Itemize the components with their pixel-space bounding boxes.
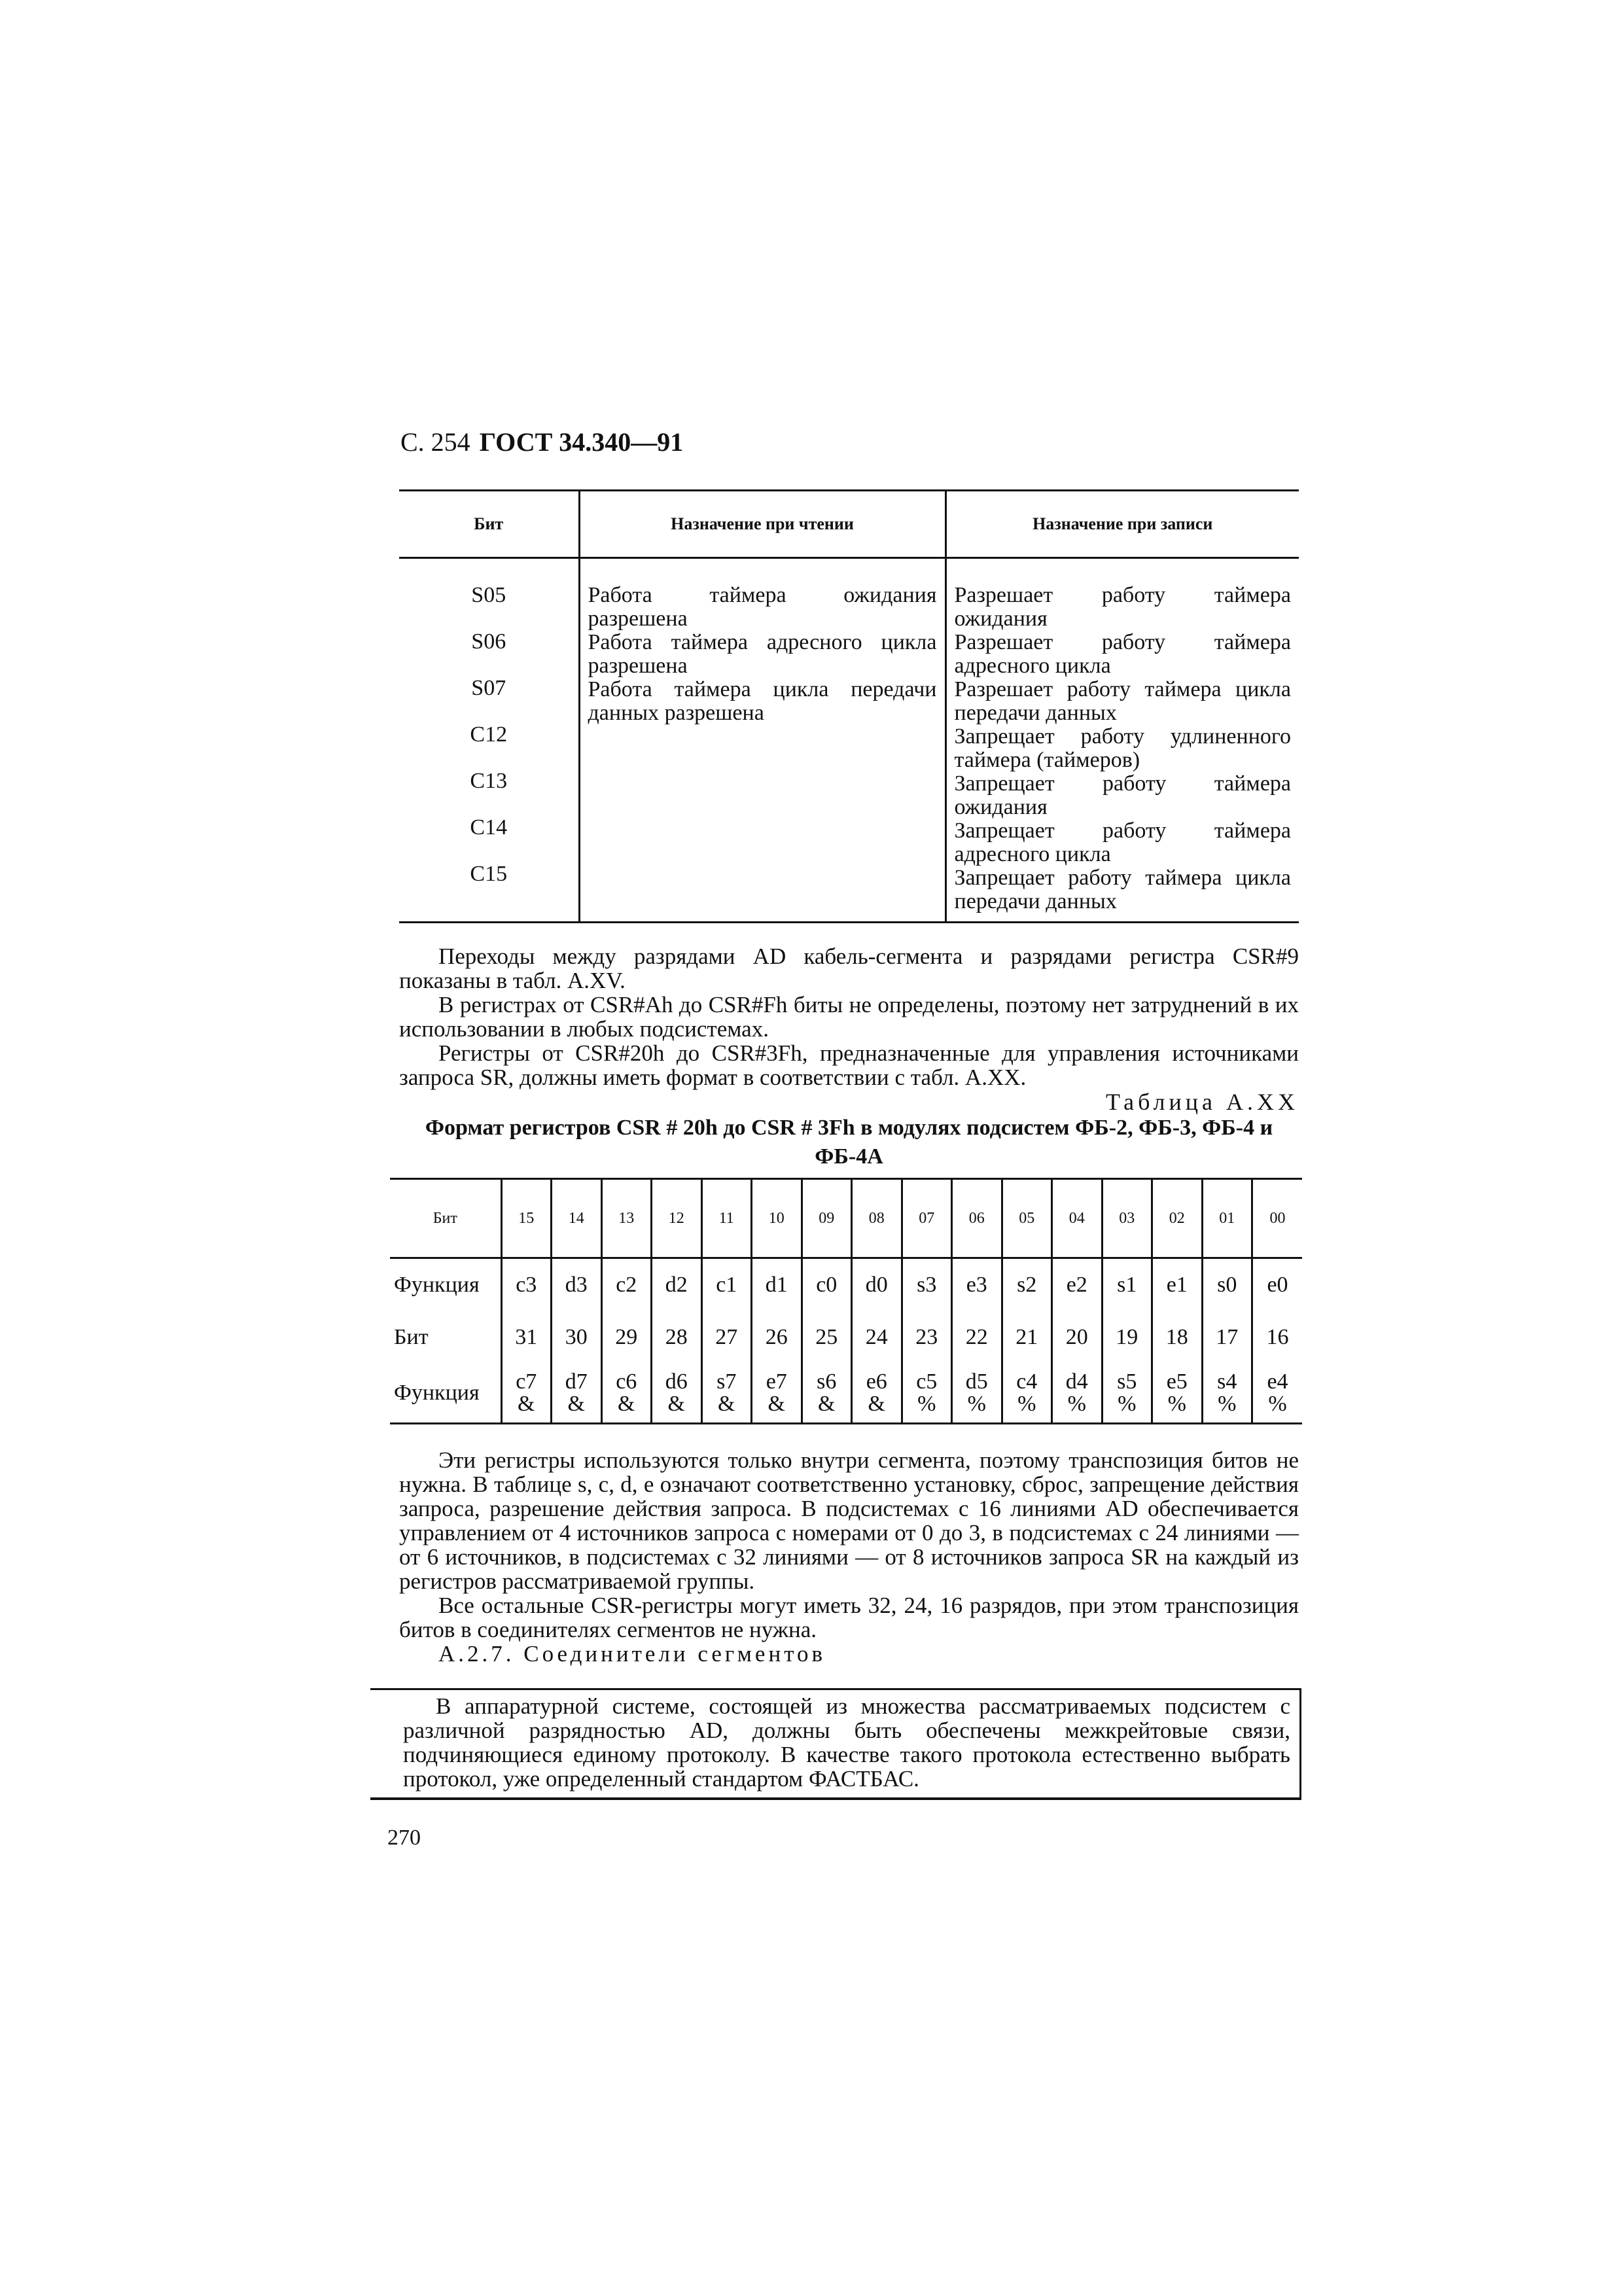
table-cell: e2 <box>1052 1258 1103 1312</box>
table-cell: e1 <box>1152 1258 1203 1312</box>
header-bit: 06 <box>952 1179 1002 1258</box>
table-cell: 24 <box>852 1311 902 1364</box>
table-cell: 27 <box>701 1311 752 1364</box>
header-bit: 03 <box>1102 1179 1152 1258</box>
header-label: Бит <box>390 1179 501 1258</box>
paragraph: Переходы между разрядами AD кабель-сегмента и разрядами регистра CSR#9 показаны в табл. A.XV. <box>399 944 1299 993</box>
page-header <box>400 427 683 457</box>
table-row <box>390 1258 1302 1312</box>
text-block-2 <box>399 1448 1299 1666</box>
bit-list <box>399 558 579 923</box>
table-cell: 17 <box>1202 1311 1252 1364</box>
paragraph: Регистры от CSR#20h до CSR#3Fh, предназначенные для управления источниками запроса SR, должны иметь формат в соответствии с табл. A.XX. <box>399 1040 1299 1090</box>
write-purpose: Запрещает работу удлиненного таймера (таймеров) <box>954 724 1291 772</box>
table-cell: d1 <box>752 1258 802 1312</box>
header-bit: 13 <box>601 1179 652 1258</box>
header-bit: 08 <box>852 1179 902 1258</box>
register-format-table <box>390 1178 1302 1424</box>
table-cell: 16 <box>1252 1311 1303 1364</box>
write-purpose-list <box>945 558 1299 923</box>
table-cell: c1 <box>701 1258 752 1312</box>
paragraph: Все остальные CSR-регистры могут иметь 32, 24, 16 разрядов, при этом транспозиция битов в соединителях сегментов не нужна. <box>399 1593 1299 1642</box>
read-purpose: Работа таймера адресного цикла разрешена <box>588 630 937 678</box>
bit-label: C13 <box>470 769 508 793</box>
table-cell: c3 <box>501 1258 552 1312</box>
row-label: Бит <box>394 1325 429 1349</box>
table-cell: 19 <box>1102 1311 1152 1364</box>
header-bit: 14 <box>552 1179 602 1258</box>
col-write-header: Назначение при записи <box>945 491 1299 558</box>
header-standard: ГОСТ 34.340—91 <box>479 427 684 457</box>
table-cell: s5 % <box>1102 1364 1152 1424</box>
table-cell: 26 <box>752 1311 802 1364</box>
table-cell: c7 & <box>501 1364 552 1424</box>
table-cell: c4 % <box>1002 1364 1052 1424</box>
table-cell: 22 <box>952 1311 1002 1364</box>
table-cell: s1 <box>1102 1258 1152 1312</box>
write-purpose: Разрешает работу таймера ожидания <box>954 583 1291 631</box>
table-cell: e3 <box>952 1258 1002 1312</box>
write-purpose: Запрещает работу таймера цикла передачи данных <box>954 866 1291 913</box>
header-bit: 09 <box>802 1179 852 1258</box>
write-purpose: Разрешает работу таймера адресного цикла <box>954 630 1291 678</box>
bit-label: S06 <box>471 629 506 654</box>
table-cell: d3 <box>552 1258 602 1312</box>
table-cell: d5 % <box>952 1364 1002 1424</box>
paragraph: Эти регистры используются только внутри сегмента, поэтому транспозиция битов не нужна. В таблице s, c, d, e означают соответственно установку, сброс, запрещение действия запроса, разрешение действия запроса. В подсистемах с 16 линиями AD обеспечивается управлением от 4 источников запроса с номерами от 0 до 3, в подсистемах с 24 линиями — от 6 источников, в подсистемах с 32 линиями — от 8 источников запроса SR на каждый из регистров рассматриваемой группы. <box>399 1447 1299 1594</box>
table-cell: d7 & <box>552 1364 602 1424</box>
header-bit: 01 <box>1202 1179 1252 1258</box>
table-cell: 30 <box>552 1311 602 1364</box>
header-bit: 05 <box>1002 1179 1052 1258</box>
table-header-row <box>390 1179 1302 1258</box>
header-bit: 07 <box>902 1179 952 1258</box>
write-purpose: Запрещает работу таймера адресного цикла <box>954 819 1291 866</box>
row-label: Функция <box>394 1273 480 1297</box>
section-heading: A.2.7. Соединители сегментов <box>438 1641 826 1667</box>
table-cell: 20 <box>1052 1311 1103 1364</box>
bit-label: C12 <box>470 722 508 747</box>
row-label: Функция <box>394 1381 480 1405</box>
table-cell: c5 % <box>902 1364 952 1424</box>
bit-label: S07 <box>471 676 506 700</box>
write-purpose: Разрешает работу таймера цикла передачи данных <box>954 677 1291 725</box>
read-purpose: Работа таймера ожидания разрешена <box>588 583 937 631</box>
table-cell: 29 <box>601 1311 652 1364</box>
table-cell: s2 <box>1002 1258 1052 1312</box>
table-cell: c6 & <box>601 1364 652 1424</box>
bit-assignment-table <box>399 489 1299 923</box>
boxed-text: В аппаратурной системе, состоящей из множества рассматриваемых подсистем с различной разрядностью AD, должны быть обеспечены межкрейтовые связи, подчиняющиеся единому протоколу. В качестве такого протокола естественно выбрать протокол, уже определенный стандартом ФАСТБАС. <box>403 1693 1290 1792</box>
boxed-note <box>370 1688 1301 1800</box>
header-bit: 12 <box>652 1179 702 1258</box>
table-cell: 18 <box>1152 1311 1203 1364</box>
table-cell: s0 <box>1202 1258 1252 1312</box>
table-cell: c0 <box>802 1258 852 1312</box>
table-cell: e4 % <box>1252 1364 1303 1424</box>
table-title: Формат регистров CSR # 20h до CSR # 3Fh в модулях подсистем ФБ-2, ФБ-3, ФБ-4 и ФБ-4А <box>425 1116 1273 1169</box>
read-purpose-list <box>579 558 945 923</box>
text-block-1 <box>399 944 1299 1089</box>
table-cell: d4 % <box>1052 1364 1103 1424</box>
bit-label: C14 <box>470 815 508 839</box>
table-cell: s4 % <box>1202 1364 1252 1424</box>
table-cell: 28 <box>652 1311 702 1364</box>
bit-label: C15 <box>470 862 508 886</box>
page-number: 270 <box>387 1826 421 1850</box>
table-row <box>390 1311 1302 1364</box>
table-cell: s6 & <box>802 1364 852 1424</box>
header-bit: 10 <box>752 1179 802 1258</box>
header-page: С. 254 <box>400 427 470 457</box>
header-bit: 00 <box>1252 1179 1303 1258</box>
paragraph: В регистрах от CSR#Ah до CSR#Fh биты не определены, поэтому нет затруднений в их использовании в любых подсистемах. <box>399 992 1299 1042</box>
table-cell: e6 & <box>852 1364 902 1424</box>
header-bit: 11 <box>701 1179 752 1258</box>
header-bit: 02 <box>1152 1179 1203 1258</box>
bit-label: S05 <box>471 583 506 607</box>
header-bit: 04 <box>1052 1179 1103 1258</box>
col-bit-header: Бит <box>399 491 579 558</box>
col-read-header: Назначение при чтении <box>579 491 945 558</box>
table-cell: 21 <box>1002 1311 1052 1364</box>
table-cell: d2 <box>652 1258 702 1312</box>
table-cell: 31 <box>501 1311 552 1364</box>
table-cell: 23 <box>902 1311 952 1364</box>
header-bit: 15 <box>501 1179 552 1258</box>
table-cell: e7 & <box>752 1364 802 1424</box>
table-row <box>390 1364 1302 1424</box>
table-cell: c2 <box>601 1258 652 1312</box>
table-cell: e0 <box>1252 1258 1303 1312</box>
table-cell: s7 & <box>701 1364 752 1424</box>
read-purpose: Работа таймера цикла передачи данных разрешена <box>588 677 937 725</box>
table-cell: d0 <box>852 1258 902 1312</box>
table-cell: d6 & <box>652 1364 702 1424</box>
table-body <box>390 1258 1302 1424</box>
write-purpose: Запрещает работу таймера ожидания <box>954 771 1291 819</box>
table-cell: 25 <box>802 1311 852 1364</box>
table-caption: Таблица A.XX <box>1106 1089 1299 1115</box>
table-cell: s3 <box>902 1258 952 1312</box>
table-cell: e5 % <box>1152 1364 1203 1424</box>
